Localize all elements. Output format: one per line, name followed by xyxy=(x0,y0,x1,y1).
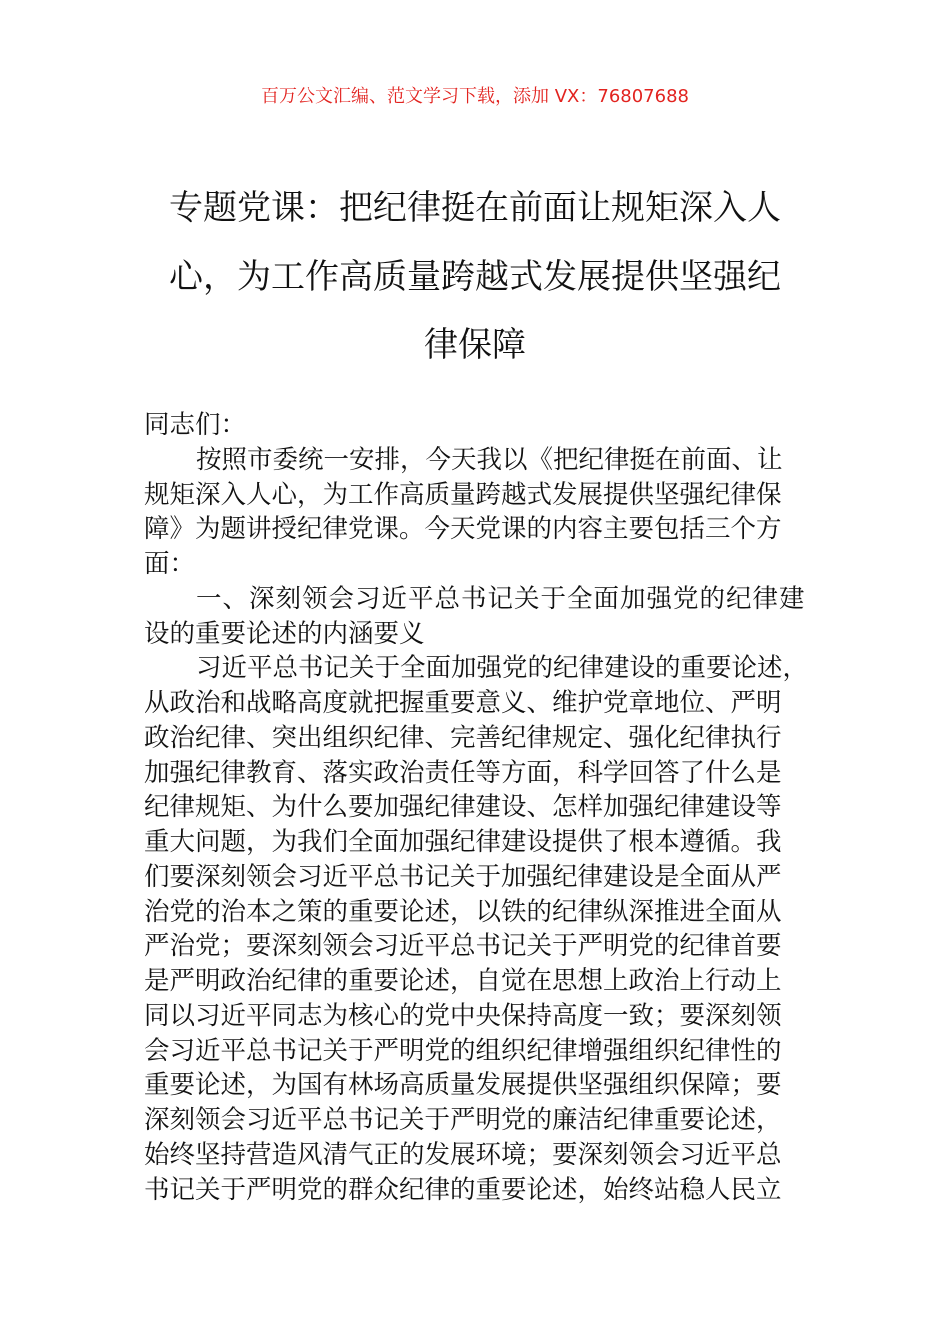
body-line: 政治纪律、突出组织纪律、完善纪律规定、强化纪律执行 xyxy=(144,722,782,753)
body-line: 始终坚持营造风清气正的发展环境；要深刻领会习近平总 xyxy=(144,1139,782,1170)
body-line: 按照市委统一安排，今天我以《把纪律挺在前面、让 xyxy=(196,444,783,475)
body-line: 是严明政治纪律的重要论述，自觉在思想上政治上行动上 xyxy=(144,966,782,996)
body-line: 会习近平总书记关于严明党的组织纪律增强组织纪律性的 xyxy=(144,1035,782,1066)
body-line: 习近平总书记关于全面加强党的纪律建设的重要论述， xyxy=(196,653,809,684)
body-line: 加强纪律教育、落实政治责任等方面，科学回答了什么是 xyxy=(144,757,782,788)
body-line: 严治党；要深刻领会习近平总书记关于严明党的纪律首要 xyxy=(144,931,782,962)
body-line: 治党的治本之策的重要论述，以铁的纪律纵深推进全面从 xyxy=(144,896,782,927)
body-line: 同以习近平同志为核心的党中央保持高度一致；要深刻领 xyxy=(144,1000,782,1031)
body-line: 们要深刻领会习近平总书记关于加强纪律建设是全面从严 xyxy=(144,861,782,892)
document-body xyxy=(144,408,834,1207)
title-line: 专题党课：把纪律挺在前面让规矩深入人 xyxy=(169,188,781,228)
body-line: 重大问题，为我们全面加强纪律建设提供了根本遵循。我 xyxy=(144,827,782,857)
document-title xyxy=(140,174,810,380)
body-line: 障》为题讲授纪律党课。今天党课的内容主要包括三个方 xyxy=(144,514,782,545)
body-line: 书记关于严明党的群众纪律的重要论述，始终站稳人民立 xyxy=(144,1174,782,1205)
section-heading: 设的重要论述的内涵要义 xyxy=(144,618,425,649)
section-heading: 一、深刻领会习近平总书记关于全面加强党的纪律建 xyxy=(196,583,806,614)
body-line: 重要论述，为国有林场高质量发展提供坚强组织保障；要 xyxy=(144,1070,782,1101)
title-line: 心，为工作高质量跨越式发展提供坚强纪 xyxy=(169,256,781,297)
watermark-text: 百万公文汇编、范文学习下载，添加 VX：76807688 xyxy=(261,86,689,107)
body-line: 从政治和战略高度就把握重要意义、维护党章地位、严明 xyxy=(144,688,782,718)
salutation: 同志们： xyxy=(144,410,247,440)
body-line: 纪律规矩、为什么要加强纪律建设、怎样加强纪律建设等 xyxy=(144,792,782,823)
title-line: 律保障 xyxy=(424,325,526,365)
body-line: 规矩深入人心，为工作高质量跨越式发展提供坚强纪律保 xyxy=(144,479,782,510)
body-line: 深刻领会习近平总书记关于严明党的廉洁纪律重要论述， xyxy=(144,1105,782,1135)
body-line: 面： xyxy=(144,549,196,579)
